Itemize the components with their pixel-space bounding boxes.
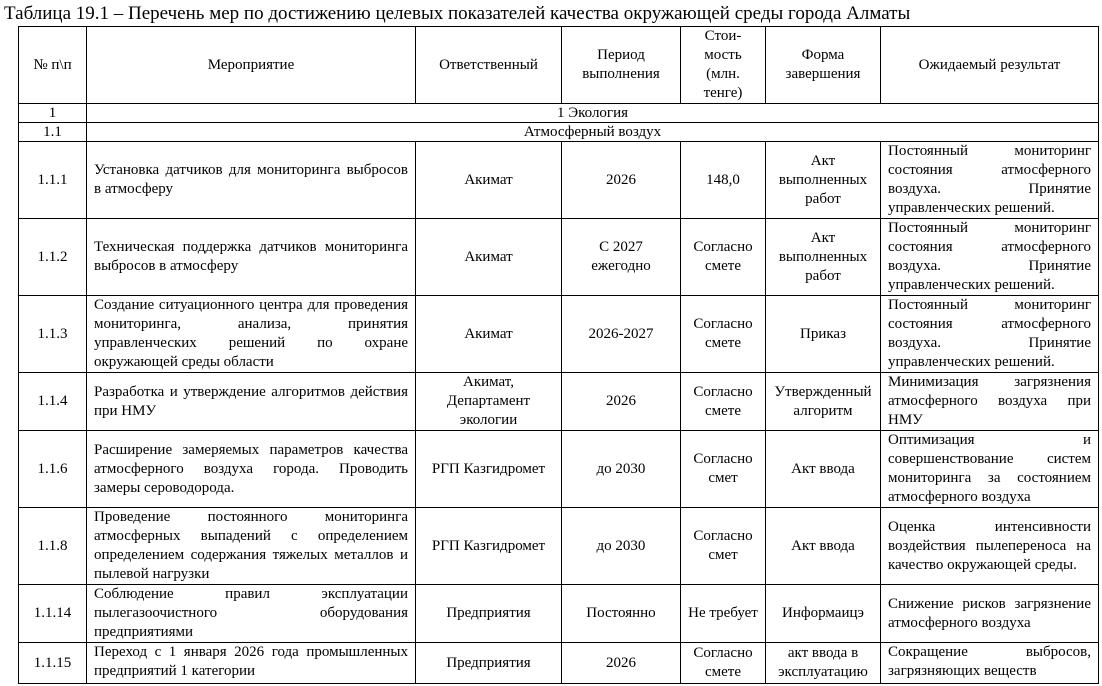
row-num: 1.1.1 — [19, 142, 87, 219]
row-result: Оценка интенсивности воздействия пылепереноса на качество окружающей среды. — [881, 508, 1099, 585]
row-result: Оптимизация и совершенствование систем мониторинга за состоянием атмосферного воздуха — [881, 431, 1099, 508]
row-period: до 2030 — [562, 431, 681, 508]
table-row — [19, 373, 1099, 431]
row-measure: Создание ситуационного центра для проведения мониторинга, анализа, принятия управленческих решений по охране окружающей среды области — [87, 296, 416, 373]
row-responsible: Акимат — [416, 142, 562, 219]
table-row — [19, 585, 1099, 643]
table-row — [19, 508, 1099, 585]
header-responsible: Ответственный — [416, 27, 562, 104]
header-period: Период выполнения — [562, 27, 681, 104]
row-cost: Согласно смете — [681, 643, 766, 684]
row-responsible: Акимат, Департамент экологии — [416, 373, 562, 431]
row-measure: Соблюдение правил эксплуатации пылегазоочистного оборудования предприятиями — [87, 585, 416, 643]
row-cost: Согласно смете — [681, 296, 766, 373]
row-form: Акт выполненных работ — [766, 219, 881, 296]
row-result: Постоянный мониторинг состояния атмосферного воздуха. Принятие управленческих решений. — [881, 142, 1099, 219]
row-cost: Согласно смет — [681, 508, 766, 585]
section-title: 1 Экология — [87, 104, 1099, 123]
row-cost: Не требует — [681, 585, 766, 643]
row-measure: Проведение постоянного мониторинга атмосферных выпадений с определением определением содержания тяжелых металлов и пылевой нагрузки — [87, 508, 416, 585]
header-result: Ожидаемый результат — [881, 27, 1099, 104]
row-form: Акт выполненных работ — [766, 142, 881, 219]
row-responsible: Акимат — [416, 219, 562, 296]
table-caption: Таблица 19.1 – Перечень мер по достижению целевых показателей качества окружающей среды города Алматы — [4, 3, 911, 24]
table-row — [19, 142, 1099, 219]
row-responsible: Предприятия — [416, 643, 562, 684]
row-period: Постоянно — [562, 585, 681, 643]
row-num: 1.1.6 — [19, 431, 87, 508]
header-form: Форма завершения — [766, 27, 881, 104]
row-cost: Согласно смете — [681, 219, 766, 296]
row-cost: Согласно смет — [681, 431, 766, 508]
row-period: С 2027 ежегодно — [562, 219, 681, 296]
row-num: 1.1.3 — [19, 296, 87, 373]
row-form: Акт ввода — [766, 431, 881, 508]
measures-table — [18, 26, 1099, 684]
row-num: 1.1.14 — [19, 585, 87, 643]
header-row — [19, 27, 1099, 104]
row-period: до 2030 — [562, 508, 681, 585]
row-period: 2026 — [562, 373, 681, 431]
row-result: Снижение рисков загрязнение атмосферного воздуха — [881, 585, 1099, 643]
row-measure: Установка датчиков для мониторинга выбросов в атмосферу — [87, 142, 416, 219]
row-responsible: Акимат — [416, 296, 562, 373]
row-period: 2026 — [562, 142, 681, 219]
subsection-num: 1.1 — [19, 123, 87, 142]
subsection-title: Атмосферный воздух — [87, 123, 1099, 142]
table-row — [19, 643, 1099, 684]
row-num: 1.1.15 — [19, 643, 87, 684]
row-form: Информаицэ — [766, 585, 881, 643]
section-num: 1 — [19, 104, 87, 123]
table-row — [19, 219, 1099, 296]
row-num: 1.1.8 — [19, 508, 87, 585]
table-row — [19, 296, 1099, 373]
row-result: Постоянный мониторинг состояния атмосферного воздуха. Принятие управленческих решений. — [881, 296, 1099, 373]
header-num: № п\п — [19, 27, 87, 104]
row-num: 1.1.2 — [19, 219, 87, 296]
row-num: 1.1.4 — [19, 373, 87, 431]
row-form: Приказ — [766, 296, 881, 373]
row-result: Минимизация загрязнения атмосферного воздуха при НМУ — [881, 373, 1099, 431]
row-form: Акт ввода — [766, 508, 881, 585]
row-responsible: Предприятия — [416, 585, 562, 643]
row-period: 2026-2027 — [562, 296, 681, 373]
row-measure: Расширение замеряемых параметров качества атмосферного воздуха города. Проводить замеры сероводорода. — [87, 431, 416, 508]
row-cost: Согласно смете — [681, 373, 766, 431]
section-row — [19, 104, 1099, 123]
table-row — [19, 431, 1099, 508]
row-measure: Переход с 1 января 2026 года промышленных предприятий 1 категории — [87, 643, 416, 684]
row-measure: Техническая поддержка датчиков мониторинга выбросов в атмосферу — [87, 219, 416, 296]
subsection-row — [19, 123, 1099, 142]
header-cost: Стои-мость (млн. тенге) — [681, 27, 766, 104]
row-result: Сокращение выбросов, загрязняющих веществ — [881, 643, 1099, 684]
row-result: Постоянный мониторинг состояния атмосферного воздуха. Принятие управленческих решений. — [881, 219, 1099, 296]
row-form: Утвержденный алгоритм — [766, 373, 881, 431]
row-measure: Разработка и утверждение алгоритмов действия при НМУ — [87, 373, 416, 431]
row-period: 2026 — [562, 643, 681, 684]
header-measure: Мероприятие — [87, 27, 416, 104]
row-responsible: РГП Казгидромет — [416, 431, 562, 508]
row-responsible: РГП Казгидромет — [416, 508, 562, 585]
row-form: акт ввода в эксплуатацию — [766, 643, 881, 684]
row-cost: 148,0 — [681, 142, 766, 219]
